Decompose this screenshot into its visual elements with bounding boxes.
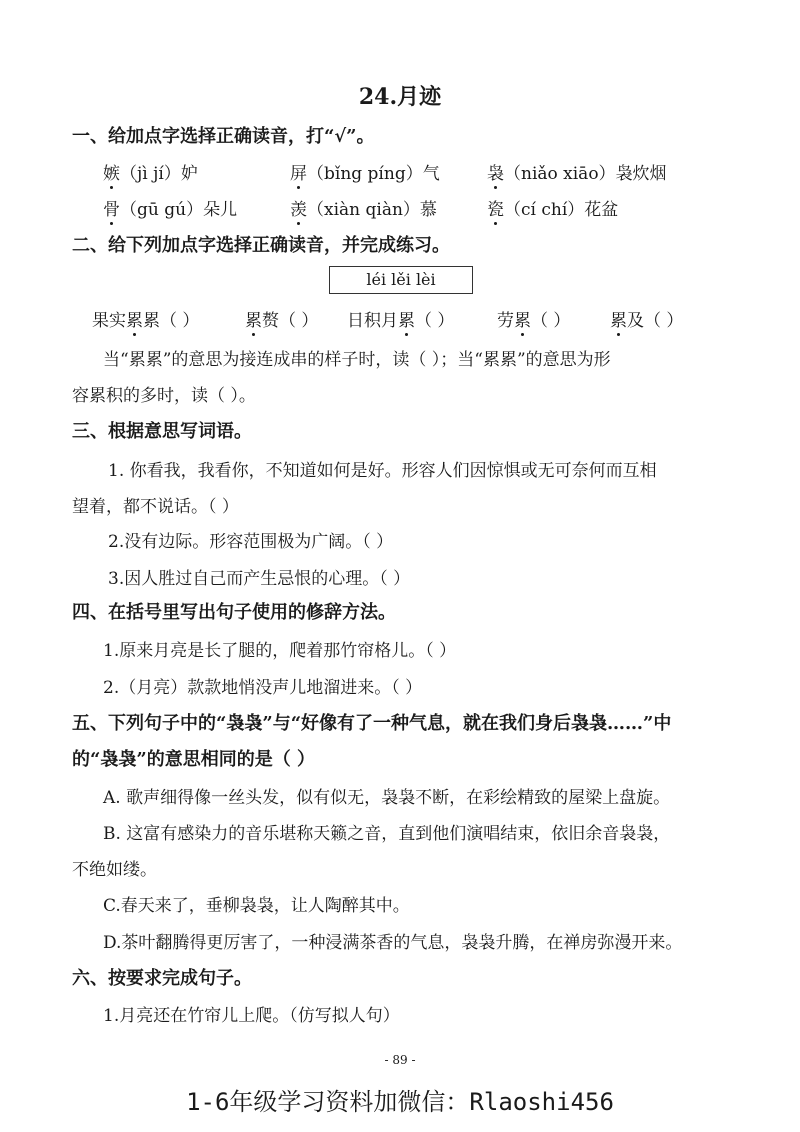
word-3 — [347, 306, 454, 331]
word-pre: 果实 — [92, 311, 126, 331]
word-post: 赘（ ） — [262, 311, 319, 331]
pinyin-options: （niǎo xiāo） — [504, 164, 616, 184]
section-5-heading-line2: 的“袅袅”的意思相同的是（ ） — [72, 749, 315, 770]
option-a: A. 歌声细得像一丝头发，似有似无，袅袅不断，在彩绘精致的屋梁上盘旋。 — [103, 788, 671, 808]
pinyin-options: （cí chí） — [504, 200, 585, 220]
word-pre: 日积月 — [347, 311, 398, 331]
page-title: 24.月迹 — [358, 84, 442, 110]
dotted-char: 累 — [610, 311, 627, 331]
section-5-heading-line1: 五、下列句子中的“袅袅”与“好像有了一种气息，就在我们身后袅袅……”中 — [72, 713, 672, 734]
option-c: C.春天来了，垂柳袅袅，让人陶醉其中。 — [103, 896, 410, 916]
pinyin-item-1 — [103, 159, 198, 184]
word-rest: 花盆 — [584, 200, 619, 220]
pinyin-options: （gū gú） — [120, 200, 204, 220]
word-rest: 妒 — [180, 164, 198, 184]
dotted-char: 嫉 — [103, 164, 120, 184]
option-b-line1: B. 这富有感染力的音乐堪称天籁之音，直到他们演唱结束，依旧余音袅袅， — [103, 824, 671, 844]
section-3-q3: 3.因人胜过自己而产生忌恨的心理。（ ） — [108, 569, 411, 589]
section-2-heading: 二、给下列加点字选择正确读音，并完成练习。 — [72, 235, 450, 256]
section-6-heading: 六、按要求完成句子。 — [72, 968, 252, 989]
section-2-line-2: 容累积的多时，读（ ）。 — [72, 386, 256, 406]
word-post: （ ） — [415, 311, 455, 331]
word-pre: 劳 — [497, 311, 514, 331]
word-4 — [497, 306, 570, 331]
dotted-char: 累 — [245, 311, 262, 331]
section-1-heading: 一、给加点字选择正确读音，打“√”。 — [72, 126, 375, 147]
option-d: D.茶叶翻腾得更厉害了，一种浸满茶香的气息，袅袅升腾，在禅房弥漫开来。 — [103, 933, 683, 953]
section-4-q1: 1.原来月亮是长了腿的，爬着那竹帘格儿。（ ） — [103, 641, 457, 661]
section-3-heading: 三、根据意思写词语。 — [72, 421, 252, 442]
dotted-char: 袅 — [487, 164, 504, 184]
dotted-char: 屏 — [290, 164, 307, 184]
section-3-q1-line1: 1. 你看我，我看你，不知道如何是好。形容人们因惊惧或无可奈何而互相 — [108, 461, 657, 481]
section-3-q2: 2.没有边际。形容范围极为广阔。（ ） — [108, 532, 394, 552]
word-post: 及（ ） — [627, 311, 684, 331]
footer-contact: 1-6年级学习资料加微信：Rlaoshi456 — [186, 1088, 614, 1116]
word-rest: 慕 — [419, 200, 437, 220]
section-3-q1-line2: 望着，都不说话。（ ） — [72, 497, 239, 517]
pinyin-options: （bǐng píng） — [307, 164, 423, 184]
section-2-line-1: 当“累累”的意思为接连成串的样子时，读（ ）；当“累累”的意思为形 — [103, 350, 611, 370]
dotted-char: 累 — [126, 311, 143, 331]
word-2 — [245, 306, 318, 331]
word-rest: 袅炊烟 — [615, 164, 667, 184]
word-post: （ ） — [531, 311, 571, 331]
section-6-q1: 1.月亮还在竹帘儿上爬。（仿写拟人句） — [103, 1006, 400, 1026]
word-post: 累（ ） — [143, 311, 200, 331]
dotted-char: 羡 — [290, 200, 307, 220]
pinyin-item-2 — [290, 159, 440, 184]
pinyin-item-5 — [290, 195, 437, 220]
dotted-char: 累 — [398, 311, 415, 331]
pinyin-item-6 — [487, 195, 618, 220]
pinyin-options: （jì jí） — [120, 164, 181, 184]
pinyin-item-3 — [487, 159, 667, 184]
option-b-line2: 不绝如缕。 — [72, 860, 157, 880]
page-number: - 89 - — [384, 1053, 416, 1067]
pinyin-item-4 — [103, 195, 237, 220]
word-rest: 朵儿 — [203, 200, 238, 220]
dotted-char: 瓷 — [487, 200, 504, 220]
dotted-char: 累 — [514, 311, 531, 331]
word-5 — [610, 306, 683, 331]
section-4-heading: 四、在括号里写出句子使用的修辞方法。 — [72, 602, 396, 623]
pinyin-options: （xiàn qiàn） — [307, 200, 420, 220]
word-rest: 气 — [422, 164, 440, 184]
pinyin-options-box: léi lěi lèi — [329, 266, 473, 294]
word-1 — [92, 306, 199, 331]
dotted-char: 骨 — [103, 200, 120, 220]
section-4-q2: 2.（月亮）款款地悄没声儿地溜进来。（ ） — [103, 678, 423, 698]
